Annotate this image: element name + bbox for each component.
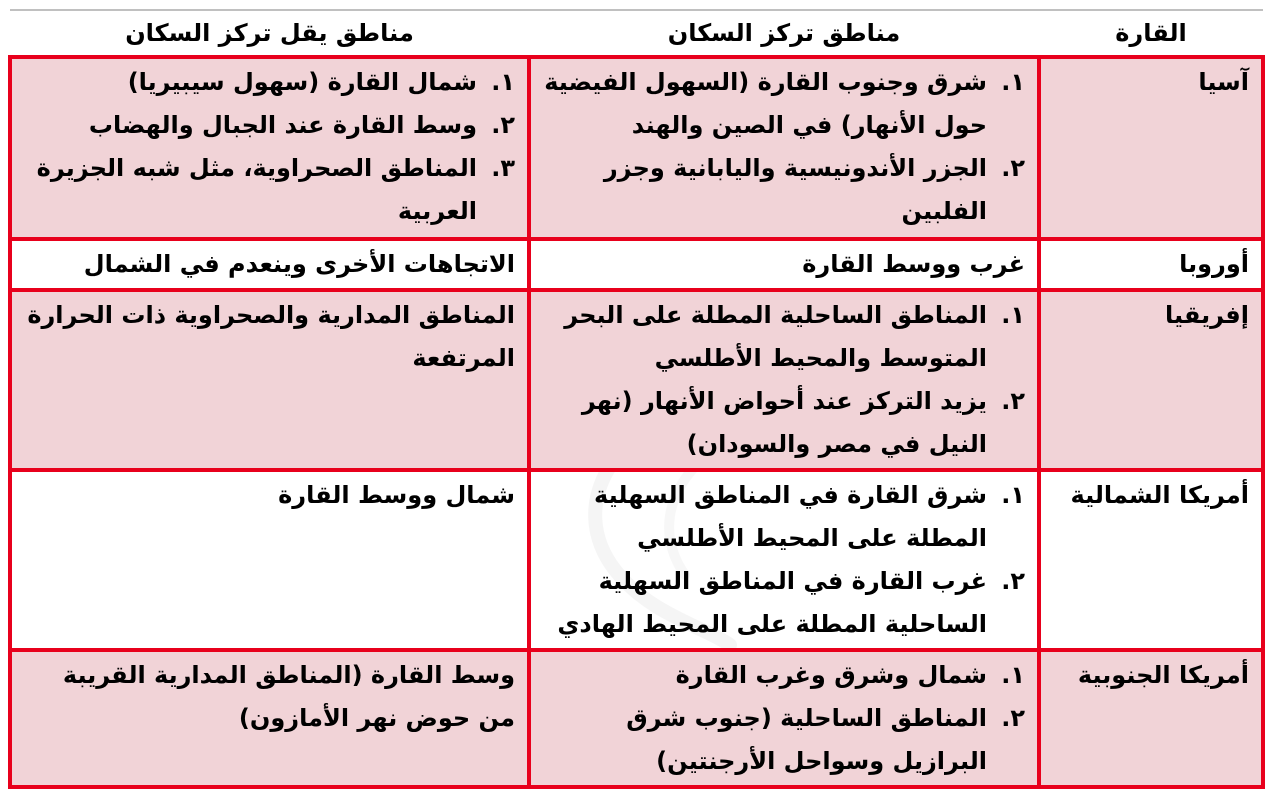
item-text: المناطق الساحلية المطلة على البحر المتوسط والمحيط الأطلسي bbox=[564, 301, 987, 372]
item-number: ١. bbox=[1001, 68, 1025, 96]
item-text: المناطق الساحلية (جنوب شرق البرازيل وسواحل الأرجنتين) bbox=[626, 704, 987, 775]
continent-cell: أوروبا bbox=[1039, 239, 1263, 290]
list-item bbox=[541, 61, 1025, 147]
list-item bbox=[22, 61, 515, 104]
cell-text: المناطق المدارية والصحراوية ذات الحرارة المرتفعة bbox=[27, 301, 515, 372]
item-number: ٢. bbox=[1001, 704, 1025, 732]
list-item bbox=[22, 104, 515, 147]
item-text: شرق القارة في المناطق السهلية المطلة على المحيط الأطلسي bbox=[594, 481, 987, 552]
continent-cell: آسيا bbox=[1039, 57, 1263, 239]
item-number: ٢. bbox=[1001, 387, 1025, 415]
low-density-cell bbox=[10, 239, 529, 290]
cell-text: وسط القارة (المناطق المدارية القريبة من حوض نهر الأمازون) bbox=[62, 661, 515, 732]
item-text: شرق وجنوب القارة (السهول الفيضية حول الأنهار) في الصين والهند bbox=[544, 68, 987, 139]
item-text: وسط القارة عند الجبال والهضاب bbox=[88, 111, 477, 139]
row-europe bbox=[10, 239, 1263, 290]
row-south-america bbox=[10, 650, 1263, 787]
item-number: ٢. bbox=[1001, 567, 1025, 595]
continent-cell: إفريقيا bbox=[1039, 290, 1263, 470]
header-high-density: مناطق تركز السكان bbox=[529, 10, 1039, 57]
continent-cell: أمريكا الشمالية bbox=[1039, 470, 1263, 650]
item-number: ١. bbox=[491, 68, 515, 96]
continent-cell: أمريكا الجنوبية bbox=[1039, 650, 1263, 787]
high-density-cell bbox=[529, 470, 1039, 650]
list-item bbox=[541, 560, 1025, 646]
item-number: ٢. bbox=[1001, 154, 1025, 182]
row-asia bbox=[10, 57, 1263, 239]
header-low-density: مناطق يقل تركز السكان bbox=[10, 10, 529, 57]
low-density-cell bbox=[10, 57, 529, 239]
item-text: المناطق الصحراوية، مثل شبه الجزيرة العربية bbox=[36, 154, 477, 225]
high-density-cell bbox=[529, 239, 1039, 290]
list-item bbox=[541, 654, 1025, 697]
list-item bbox=[541, 474, 1025, 560]
high-density-cell bbox=[529, 650, 1039, 787]
cell-text: غرب ووسط القارة bbox=[802, 250, 1025, 278]
item-text: يزيد التركز عند أحواض الأنهار (نهر النيل في مصر والسودان) bbox=[581, 387, 987, 458]
item-number: ١. bbox=[1001, 661, 1025, 689]
item-number: ١. bbox=[1001, 301, 1025, 329]
list-item bbox=[541, 380, 1025, 466]
population-density-table bbox=[8, 9, 1265, 789]
cell-text: الاتجاهات الأخرى وينعدم في الشمال bbox=[83, 250, 515, 278]
row-north-america bbox=[10, 470, 1263, 650]
list-item bbox=[541, 294, 1025, 380]
row-africa bbox=[10, 290, 1263, 470]
item-text: غرب القارة في المناطق السهلية الساحلية المطلة على المحيط الهادي bbox=[557, 567, 987, 638]
low-density-cell bbox=[10, 470, 529, 650]
item-text: شمال وشرق وغرب القارة bbox=[675, 661, 987, 689]
high-density-cell bbox=[529, 57, 1039, 239]
item-number: ٣. bbox=[491, 154, 515, 182]
list-item bbox=[541, 697, 1025, 783]
item-number: ١. bbox=[1001, 481, 1025, 509]
header-row bbox=[10, 10, 1263, 57]
item-text: شمال القارة (سهول سيبيريا) bbox=[127, 68, 477, 96]
header-continent: القارة bbox=[1039, 10, 1263, 57]
cell-text: شمال ووسط القارة bbox=[278, 481, 515, 509]
item-text: الجزر الأندونيسية واليابانية وجزر الفلبين bbox=[603, 154, 987, 225]
list-item bbox=[541, 147, 1025, 233]
high-density-cell bbox=[529, 290, 1039, 470]
list-item bbox=[22, 147, 515, 233]
low-density-cell bbox=[10, 650, 529, 787]
item-number: ٢. bbox=[491, 111, 515, 139]
low-density-cell bbox=[10, 290, 529, 470]
